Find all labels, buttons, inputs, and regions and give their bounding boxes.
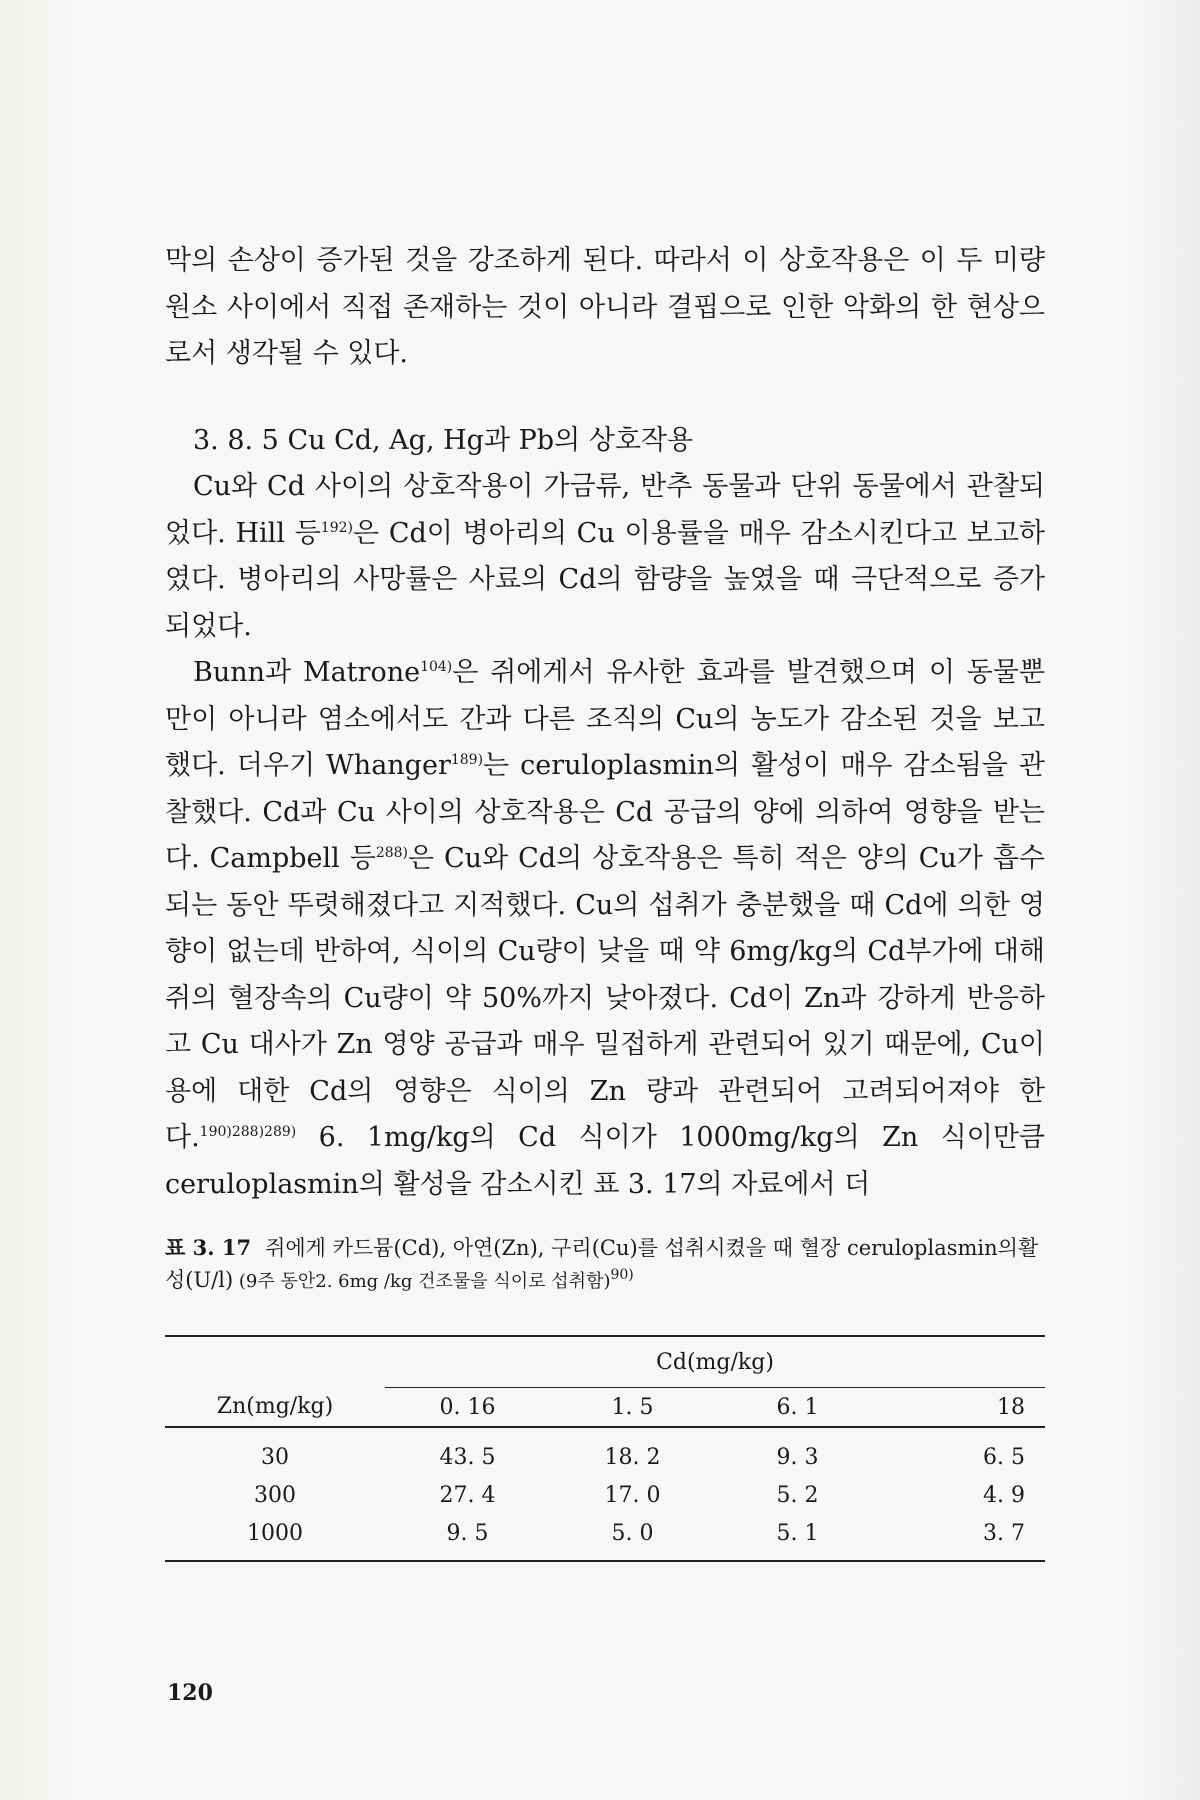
citation-ref: 104) [420, 659, 453, 675]
table-label: 표 3. 17 [165, 1235, 252, 1260]
table-caption [165, 1232, 1045, 1298]
zn-header: Zn(mg/kg) [216, 1394, 334, 1420]
paragraph-cu-cd: Cu와 Cd 사이의 상호작용이 가금류, 반추 동물과 단위 동물에서 관찰되었다. Hill 등$^{192)}$은 Cd이 병아리의 Cu 이용률을 매우 감소시킨다고 보고하였다. 병아리의 사망률은 사료의 Cd의 함량을 높였을 때 극단적으로 증가되었다. [165, 471, 1045, 642]
citation-ref: 190)288)289) [199, 1124, 297, 1140]
paragraph-continuation: 막의 손상이 증가된 것을 강조하게 된다. 따라서 이 상호작용은 이 두 미량원소 사이에서 직접 존재하는 것이 아니라 결핍으로 인한 악화의 한 현상으로서 생각될 수 있다. [165, 245, 1045, 369]
column-header: 18 [880, 1388, 1045, 1428]
zn-value: 30 [261, 1444, 289, 1470]
section-heading: 3. 8. 5 Cu Cd, Ag, Hg과 Pb의 상호작용 [193, 424, 694, 456]
cd-group-header: Cd(mg/kg) [656, 1349, 774, 1375]
citation-ref: 288) [375, 845, 408, 861]
caption-text: 쥐에게 카드뮴(Cd), 아연(Zn), 구리(Cu)를 섭취시켰을 때 혈장 ceruloplasmin의활성(U/l) [165, 1236, 1039, 1292]
citation-ref: 192) [320, 519, 353, 536]
zn-value: 300 [254, 1482, 296, 1508]
table-cell: 27. 4 [439, 1482, 496, 1508]
table-cell: 4. 9 [983, 1482, 1025, 1508]
table-cell: 18. 2 [604, 1444, 661, 1470]
table-cell: 5. 1 [776, 1520, 819, 1546]
table-row [165, 1427, 1045, 1476]
table-cell: 5. 0 [611, 1520, 654, 1546]
table-row [165, 1514, 1045, 1561]
column-header: 6. 1 [715, 1388, 880, 1428]
paragraph-bunn-matrone: Bunn과 Matrone$^{104)}$은 쥐에게서 유사한 효과를 발견했으며 이 동물뿐만이 아니라 염소에서도 간과 다른 조직의 Cu의 농도가 감소된 것을 보고했다. 더우기 Whanger$^{189)}$는 ceruloplasmin의 활성이 매우 감소됨을 관찰했다. Cd과 Cu 사이의 상호작용은 Cd 공급의 양에 의하여 영향을 받는다. Campbell 등$^{288)}$은 Cu와 Cd의 상호작용은 특히 적은 양의 Cu가 흡수되는 동안 뚜렷해졌다고 지적했다. Cu의 섭취가 충분했을 때 Cd에 의한 영향이 없는데 반하여, 식이의 Cu량이 낮을 때 약 6mg/kg의 Cd부가에 대해 쥐의 혈장속의 Cu량이 약 50%까지 낮아졌다. Cd이 Zn과 강하게 반응하고 Cu 대사가 Zn 영양 공급과 매우 밀접하게 관련되어 있기 때문에, Cu이용에 대한 Cd의 영향은 식이의 Zn 량과 관련되어 고려되어져야 한다.$^{190)288)289)}$ 6. 1mg/kg의 Cd 식이가 1000mg/kg의 Zn 식이만큼 ceruloplasmin의 활성을 감소시킨 표 3. 17의 자료에서 더 [165, 657, 1046, 1200]
zn-value: 1000 [247, 1520, 303, 1546]
data-table [165, 1335, 1045, 1562]
column-header: 0. 16 [385, 1388, 550, 1428]
table-cell: 9. 5 [446, 1520, 489, 1546]
table-cell: 17. 0 [604, 1482, 661, 1508]
page-number: 120 [167, 1680, 213, 1706]
table-cell: 6. 5 [983, 1444, 1025, 1470]
table-cell: 43. 5 [439, 1444, 496, 1470]
table-cell: 5. 2 [776, 1482, 819, 1508]
citation-ref: 90) [610, 1267, 634, 1283]
table-row [165, 1476, 1045, 1514]
table-cell: 3. 7 [983, 1520, 1025, 1546]
table-cell: 9. 3 [776, 1444, 819, 1470]
column-header: 1. 5 [550, 1388, 715, 1428]
body-text [165, 238, 1045, 1208]
caption-note: (9주 동안2. 6mg /kg 건조물을 식이로 섭취함) [233, 1271, 611, 1292]
citation-ref: 189) [450, 752, 484, 768]
